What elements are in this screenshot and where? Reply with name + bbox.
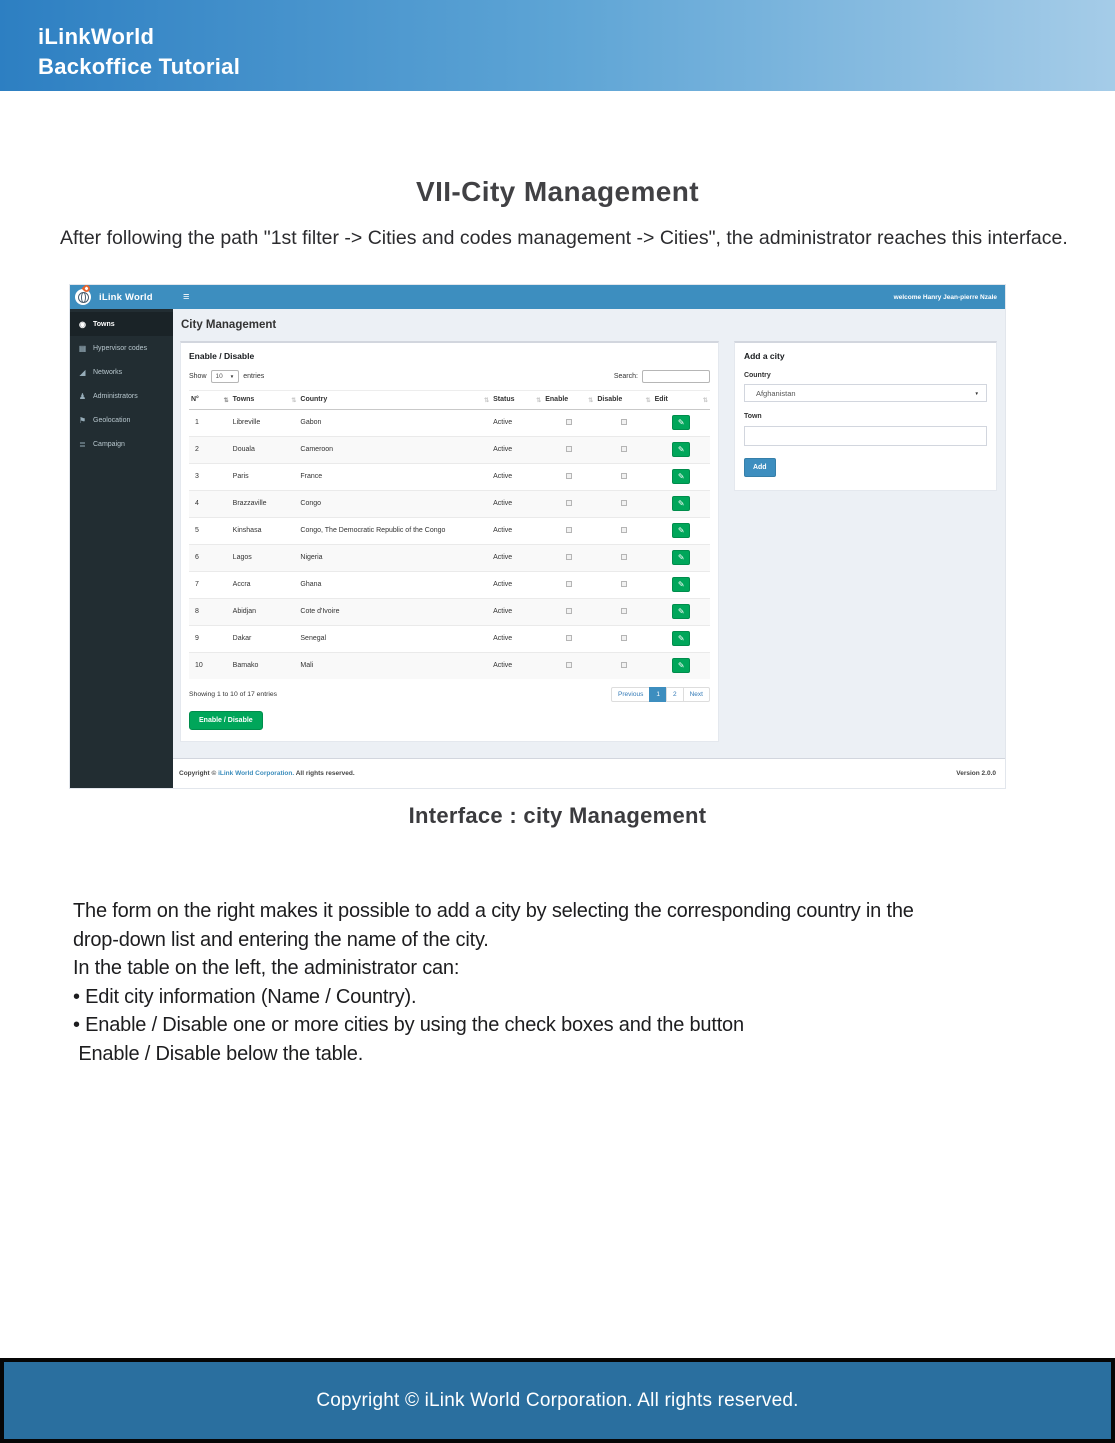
sort-icon: ⇅ — [223, 397, 229, 404]
pagination-next[interactable]: Next — [683, 687, 710, 702]
ilink-logo-icon — [75, 289, 91, 305]
edit-icon: ✎ — [677, 417, 685, 427]
cell-number: 6 — [189, 544, 231, 571]
table-row — [189, 544, 710, 571]
cell-town: Douala — [231, 436, 299, 463]
cell-number: 1 — [189, 409, 231, 436]
sidebar-item-label: Campaign — [93, 440, 125, 448]
chevron-down-icon: ▼ — [229, 374, 235, 379]
content-area — [173, 309, 1005, 758]
cell-town: Bamako — [231, 652, 299, 679]
edit-button[interactable] — [672, 415, 690, 430]
add-button[interactable]: Add — [744, 458, 776, 477]
disable-checkbox[interactable] — [621, 554, 627, 560]
enable-checkbox[interactable] — [566, 419, 572, 425]
cell-number: 10 — [189, 652, 231, 679]
cell-country: Nigeria — [298, 544, 491, 571]
welcome-text: welcome Hanry Jean-pierre Nzale — [893, 293, 997, 301]
cell-town: Kinshasa — [231, 517, 299, 544]
cell-status: Active — [491, 409, 543, 436]
cell-number: 7 — [189, 571, 231, 598]
table-row — [189, 652, 710, 679]
disable-checkbox[interactable] — [621, 473, 627, 479]
sidebar-item-icon: ◉ — [79, 319, 86, 329]
disable-checkbox[interactable] — [621, 419, 627, 425]
disable-checkbox[interactable] — [621, 581, 627, 587]
enable-checkbox[interactable] — [566, 446, 572, 452]
body-line: • Edit city information (Name / Country). — [73, 985, 417, 1008]
column-header-disable[interactable]: Disable ⇅ — [595, 391, 652, 410]
cell-status: Active — [491, 598, 543, 625]
sidebar-item-label: Hypervisor codes — [93, 344, 148, 352]
chevron-down-icon: ▼ — [974, 390, 979, 396]
body-line: In the table on the left, the administrator can: — [73, 957, 460, 979]
sort-icon: ⇅ — [588, 397, 594, 404]
cell-town: Brazzaville — [231, 490, 299, 517]
table-row — [189, 598, 710, 625]
search-control — [614, 370, 710, 383]
add-city-panel — [734, 341, 997, 491]
column-header-country[interactable]: Country ⇅ — [298, 391, 491, 410]
cell-country: Ghana — [298, 571, 491, 598]
cell-status: Active — [491, 463, 543, 490]
search-input[interactable] — [642, 370, 710, 383]
section-title: VII-City Management — [416, 176, 699, 207]
sidebar-item-icon: ⚑ — [78, 415, 87, 425]
cell-country: Gabon — [298, 409, 491, 436]
edit-icon: ✎ — [677, 471, 685, 481]
cell-status: Active — [491, 571, 543, 598]
enable-checkbox[interactable] — [566, 473, 572, 479]
entries-label: entries — [243, 373, 265, 380]
sidebar-item[interactable] — [70, 408, 173, 432]
enable-disable-panel — [180, 341, 719, 742]
edit-button[interactable] — [672, 658, 690, 673]
figure-caption: Interface : city Management — [408, 803, 707, 828]
cell-town: Libreville — [231, 409, 299, 436]
sidebar-item[interactable] — [70, 336, 173, 360]
document-header-banner — [0, 0, 1115, 91]
cell-status: Active — [491, 544, 543, 571]
country-select[interactable] — [744, 384, 987, 402]
page-size-value: 10 — [215, 373, 223, 380]
disable-checkbox[interactable] — [621, 662, 627, 668]
edit-icon: ✎ — [677, 552, 685, 562]
cell-country: Senegal — [298, 625, 491, 652]
enable-checkbox[interactable] — [566, 527, 572, 533]
edit-button[interactable] — [672, 604, 690, 619]
enable-checkbox[interactable] — [566, 662, 572, 668]
sidebar-item[interactable] — [70, 360, 173, 384]
table-row — [189, 517, 710, 544]
cell-number: 3 — [189, 463, 231, 490]
body-text — [73, 897, 1068, 1068]
cities-table — [189, 390, 710, 679]
sidebar-item[interactable] — [70, 312, 173, 336]
table-controls — [189, 370, 710, 383]
sidebar-item-icon: ≣ — [79, 439, 86, 449]
sidebar-item-icon: ▦ — [78, 343, 87, 353]
enable-checkbox[interactable] — [566, 554, 572, 560]
column-header-status[interactable]: Status ⇅ — [491, 391, 543, 410]
intro-text: After following the path "1st filter -> Cities and codes management -> Cities", the administrator reaches this interface. — [60, 227, 1068, 249]
edit-icon: ✎ — [677, 579, 685, 589]
page-heading: City Management — [181, 319, 277, 331]
brand-header — [70, 285, 173, 309]
edit-icon: ✎ — [677, 525, 685, 535]
table-footer — [189, 687, 710, 702]
edit-button[interactable] — [672, 577, 690, 592]
cell-status: Active — [491, 436, 543, 463]
cell-town: Lagos — [231, 544, 299, 571]
cell-status: Active — [491, 652, 543, 679]
edit-icon: ✎ — [677, 444, 685, 454]
disable-checkbox[interactable] — [621, 446, 627, 452]
disable-checkbox[interactable] — [621, 500, 627, 506]
edit-button[interactable] — [672, 442, 690, 457]
cell-country: Congo — [298, 490, 491, 517]
column-header-towns[interactable]: Towns ⇅ — [231, 391, 299, 410]
sidebar — [70, 285, 173, 788]
cell-country: Congo, The Democratic Republic of the Congo — [298, 517, 491, 544]
cell-town: Accra — [231, 571, 299, 598]
sidebar-menu — [70, 309, 173, 456]
document-footer — [0, 1358, 1115, 1443]
table-row — [189, 490, 710, 517]
app-footer — [173, 758, 1005, 788]
version-text: Version 2.0.0 — [956, 770, 996, 777]
column-header-enable[interactable]: Enable ⇅ — [543, 391, 595, 410]
edit-icon: ✎ — [677, 498, 685, 508]
edit-button[interactable] — [672, 550, 690, 565]
edit-icon: ✎ — [677, 606, 685, 616]
table-row — [189, 625, 710, 652]
body-line: • Enable / Disable one or more cities by using the check boxes and the button — [73, 1014, 744, 1036]
sidebar-item[interactable] — [70, 432, 173, 456]
sidebar-item-label: Networks — [93, 368, 123, 376]
pagination-previous[interactable]: Previous — [611, 687, 650, 702]
disable-checkbox[interactable] — [621, 635, 627, 641]
edit-button[interactable] — [672, 469, 690, 484]
brand-name: iLink World — [99, 291, 153, 303]
edit-icon: ✎ — [677, 660, 685, 670]
sort-icon: ⇅ — [645, 397, 651, 404]
country-selected-value: Afghanistan — [755, 388, 796, 398]
enable-checkbox[interactable] — [566, 608, 572, 614]
cell-country: Mali — [298, 652, 491, 679]
cell-number: 5 — [189, 517, 231, 544]
edit-button[interactable] — [672, 523, 690, 538]
menu-toggle-icon[interactable]: ≡ — [183, 290, 190, 303]
enable-checkbox[interactable] — [566, 581, 572, 587]
search-label: Search: — [613, 373, 638, 380]
page-size-select[interactable] — [211, 370, 240, 383]
sort-icon: ⇅ — [291, 397, 297, 404]
edit-button[interactable] — [672, 496, 690, 511]
sort-icon: ⇅ — [702, 397, 708, 404]
cell-country: France — [298, 463, 491, 490]
column-header-edit[interactable]: Edit ⇅ — [653, 391, 710, 410]
town-input[interactable] — [744, 426, 987, 446]
panel-title: Enable / Disable — [189, 351, 255, 361]
body-line: drop-down list and entering the name of the city. — [73, 928, 489, 951]
sidebar-item-label: Administrators — [93, 392, 138, 400]
table-header-row — [189, 391, 710, 410]
pagination-page-2[interactable]: 2 — [666, 687, 684, 702]
cell-number: 4 — [189, 490, 231, 517]
edit-icon: ✎ — [677, 633, 685, 643]
sidebar-item[interactable] — [70, 384, 173, 408]
main-area — [173, 309, 1005, 788]
enable-disable-button[interactable]: Enable / Disable — [189, 711, 263, 730]
cell-status: Active — [491, 625, 543, 652]
footer-copyright: Copyright © iLink World Corporation. All rights reserved. — [316, 1389, 799, 1411]
cell-town: Dakar — [231, 625, 299, 652]
page-length-control — [189, 370, 264, 383]
company-link[interactable]: iLink World Corporation. — [218, 770, 295, 777]
banner-subtitle: Backoffice Tutorial — [38, 54, 241, 79]
cell-number: 9 — [189, 625, 231, 652]
edit-button[interactable] — [672, 631, 690, 646]
country-label: Country — [743, 372, 771, 379]
table-row — [189, 409, 710, 436]
sidebar-item-icon: ◢ — [79, 367, 86, 377]
disable-checkbox[interactable] — [621, 527, 627, 533]
cell-status: Active — [491, 517, 543, 544]
globe-graphic — [78, 292, 89, 303]
table-row — [189, 463, 710, 490]
body-line: The form on the right makes it possible to add a city by selecting the corresponding country in the — [73, 900, 914, 922]
topbar — [173, 285, 1005, 309]
cell-country: Cote d'Ivoire — [298, 598, 491, 625]
app-screenshot — [70, 285, 1005, 788]
sidebar-item-label: Geolocation — [93, 416, 131, 424]
column-header-n[interactable]: N° ⇅ — [189, 391, 231, 410]
body-line: Enable / Disable below the table. — [73, 1042, 364, 1065]
table-row — [189, 436, 710, 463]
table-row — [189, 571, 710, 598]
sort-icon: ⇅ — [536, 397, 542, 404]
show-label: Show — [189, 373, 207, 380]
sidebar-item-icon: ♟ — [78, 391, 87, 401]
cell-town: Paris — [231, 463, 299, 490]
sidebar-item-label: Towns — [93, 320, 115, 328]
pagination-page-1[interactable]: 1 — [649, 687, 667, 702]
town-label: Town — [743, 413, 762, 420]
enable-checkbox[interactable] — [566, 635, 572, 641]
pagination — [611, 687, 710, 702]
cell-status: Active — [491, 490, 543, 517]
cell-town: Abidjan — [231, 598, 299, 625]
enable-checkbox[interactable] — [566, 500, 572, 506]
cell-country: Cameroon — [298, 436, 491, 463]
cell-number: 2 — [189, 436, 231, 463]
cell-number: 8 — [189, 598, 231, 625]
add-city-title: Add a city — [743, 351, 785, 361]
showing-entries-text: Showing 1 to 10 of 17 entries — [189, 691, 278, 698]
sort-icon: ⇅ — [484, 397, 490, 404]
banner-title: iLinkWorld — [38, 24, 155, 49]
app-copyright: Copyright © iLink World Corporation. All rights reserved. — [179, 770, 355, 777]
disable-checkbox[interactable] — [621, 608, 627, 614]
